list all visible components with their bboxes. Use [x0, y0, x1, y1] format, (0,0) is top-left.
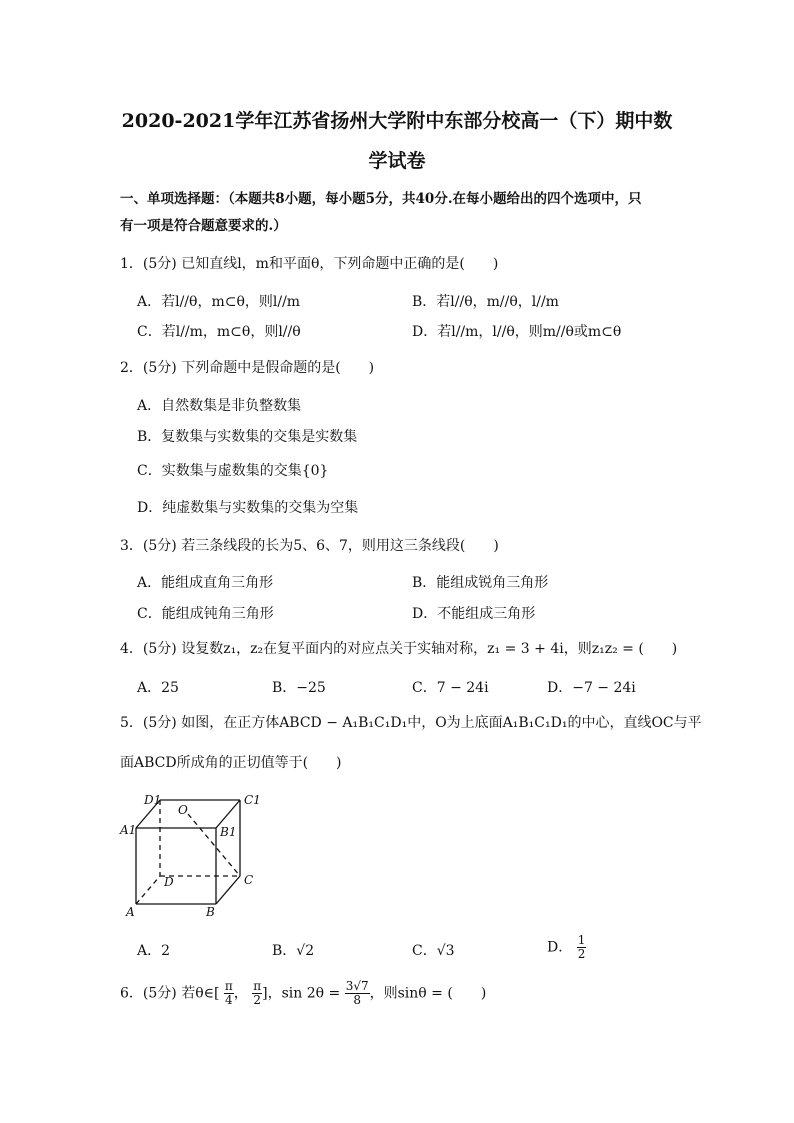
- question-3-option-b: B．能组成锐角三角形: [412, 575, 549, 591]
- question-2-option-a: A．自然数集是非负整数集: [137, 398, 302, 414]
- fraction-numerator: π: [224, 979, 233, 993]
- fraction-one-half: [577, 934, 587, 961]
- label-d1: D1: [144, 793, 162, 807]
- question-5-option-d-label: D．: [547, 939, 573, 956]
- question-4-option-b: B．−25: [272, 680, 326, 696]
- question-5-option-a: A．2: [137, 943, 171, 959]
- question-5-stem-line2: 面ABCD所成角的正切值等于( ): [120, 755, 342, 771]
- question-1-option-c: C．若l//m，m⊂θ，则l//θ: [137, 324, 301, 340]
- cube-figure: [118, 788, 278, 920]
- question-4-option-a: A．25: [137, 680, 179, 696]
- question-4-option-c: C．7 − 24i: [412, 680, 489, 696]
- fraction-denominator: 2: [253, 993, 262, 1007]
- question-4-stem: 4．(5分) 设复数z₁，z₂在复平面内的对应点关于实轴对称，z₁ = 3 + 4i，则z₁z₂ = ( ): [120, 641, 678, 657]
- fraction-pi-over-2: [252, 980, 262, 1007]
- question-4-option-d: D．−7 − 24i: [547, 680, 636, 696]
- label-a: A: [126, 905, 135, 919]
- fraction-numerator: 1: [577, 933, 586, 947]
- question-3-stem: 3．(5分) 若三条线段的长为5、6、7，则用这三条线段( ): [120, 538, 499, 554]
- question-5-stem-line1: 5．(5分) 如图，在正方体ABCD − A₁B₁C₁D₁中，O为上底面A₁B₁C₁D₁的中心，直线OC与平: [120, 715, 702, 731]
- question-2-option-b: B．复数集与实数集的交集是实数集: [137, 429, 358, 445]
- question-3-option-a: A．能组成直角三角形: [137, 575, 274, 591]
- label-b1: B1: [220, 825, 237, 839]
- question-6-suffix: ，则sinθ = ( ): [369, 985, 487, 1002]
- label-c: C: [244, 873, 254, 887]
- fraction-denominator: 2: [577, 947, 586, 961]
- fraction-pi-over-4: [224, 980, 234, 1007]
- label-b: B: [206, 905, 215, 919]
- fraction-numerator: π: [253, 979, 262, 993]
- label-c1: C1: [244, 793, 261, 807]
- question-2-option-c: C．实数集与虚数集的交集{0}: [137, 463, 329, 479]
- fraction-numerator: 3√7: [345, 979, 369, 993]
- question-1-option-b: B．若l//θ，m//θ，l//m: [412, 294, 559, 310]
- question-1-option-d: D．若l//m，l//θ，则m//θ或m⊂θ: [412, 324, 622, 340]
- question-3-option-c: C．能组成钝角三角形: [137, 606, 274, 622]
- question-5-option-c: C．√3: [412, 943, 455, 959]
- question-6-mid: ]，sin 2θ =: [262, 985, 341, 1002]
- question-6-stem: [120, 980, 486, 1007]
- section-heading-line1: 一、单项选择题：（本题共8小题，每小题5分，共40分.在每小题给出的四个选项中，只: [120, 191, 642, 207]
- fraction-3-root7-over-8: [345, 980, 370, 1007]
- question-6-prefix: 6．(5分) 若θ∈[: [120, 985, 220, 1002]
- exam-title-line1: 2020-2021学年江苏省扬州大学附中东部分校高一（下）期中数: [121, 110, 673, 132]
- question-1-stem: 1．(5分) 已知直线l，m和平面θ，下列命题中正确的是( ): [120, 256, 499, 272]
- question-5-option-b: B．√2: [272, 943, 315, 959]
- question-2-stem: 2．(5分) 下列命题中是假命题的是( ): [120, 360, 375, 376]
- label-d: D: [164, 875, 174, 889]
- section-heading-line2: 有一项是符合题意要求的.）: [120, 218, 287, 234]
- question-1-option-a: A．若l//θ，m⊂θ，则l//m: [137, 294, 301, 310]
- fraction-denominator: 4: [225, 993, 233, 1007]
- exam-title-line2: 学试卷: [368, 150, 426, 172]
- label-o: O: [178, 803, 188, 817]
- question-6-sep: ，: [233, 985, 248, 1002]
- label-a1: A1: [120, 823, 137, 837]
- fraction-denominator: 8: [353, 993, 361, 1007]
- question-5-option-d: [547, 934, 586, 961]
- question-3-option-d: D．不能组成三角形: [412, 606, 536, 622]
- question-2-option-d: D．纯虚数集与实数集的交集为空集: [137, 500, 359, 516]
